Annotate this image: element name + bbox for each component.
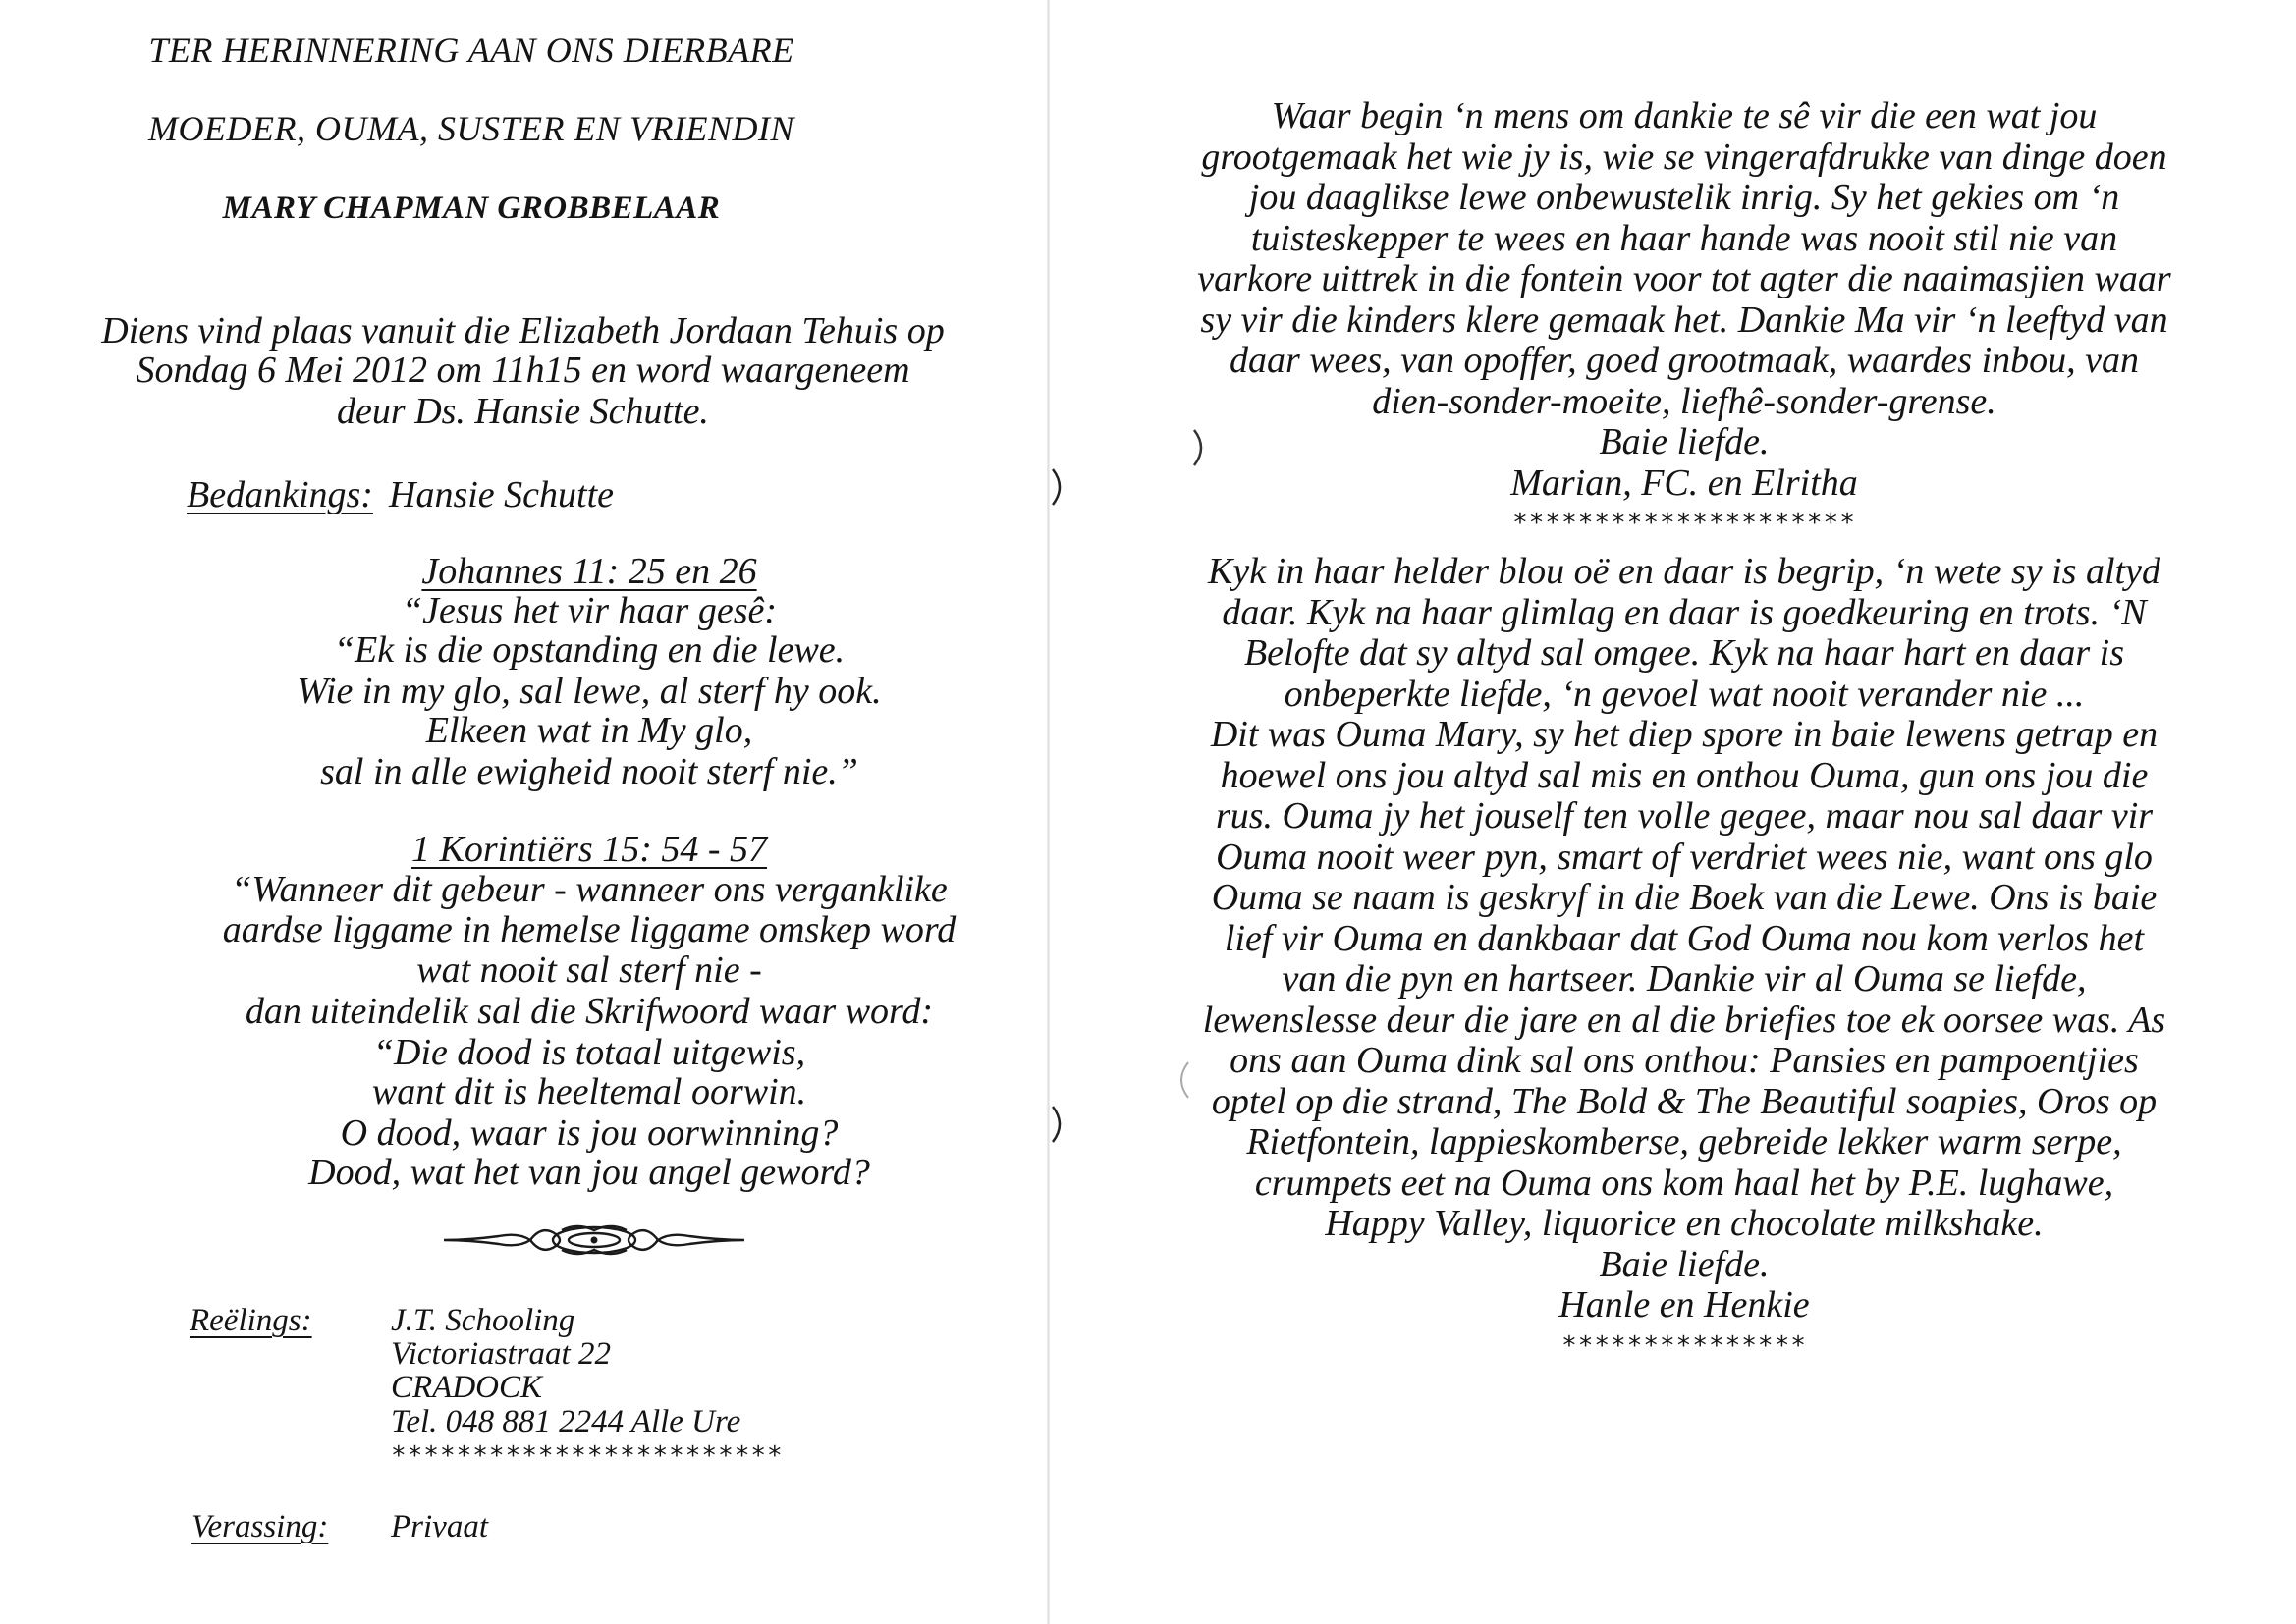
tribute-line: Kyk in haar helder blou oë en daar is begrip, ‘n wete sy is altyd	[1208, 551, 2160, 592]
scripture-line: aardse liggame in hemelse liggame omskep word	[222, 909, 957, 950]
tribute-line: Ouma nooit weer pyn, smart of verdriet wees nie, want ons glo	[1216, 836, 2153, 878]
tribute-line: daar wees, van opoffer, goed grootmaak, waardes inbou, van	[1230, 340, 2139, 381]
address-line: CRADOCK	[391, 1370, 543, 1405]
tribute-line: jou daaglikse lewe onbewustelik inrig. Sy het gekies om ‘n	[1248, 177, 2120, 218]
scripture-line: dan uiteindelik sal die Skrifwoord waar word:	[245, 991, 934, 1032]
scripture-line: Elkeen wat in My glo,	[425, 710, 753, 751]
tribute-line: lewenslesse deur die jare en al die briefies toe ek oorsee was. As	[1202, 999, 2166, 1041]
tribute-signature: Hanle en Henkie	[1558, 1284, 1810, 1326]
tribute-line: optel op die strand, The Bold & The Beautiful soapies, Oros op	[1211, 1080, 2158, 1122]
service-line: Diens vind plaas vanuit die Elizabeth Jordaan Tehuis op	[101, 310, 945, 352]
deceased-name: MARY CHAPMAN GROBBELAAR	[222, 190, 721, 226]
scripture-reference: 1 Korintiërs 15: 54 - 57	[410, 829, 768, 870]
tribute-line: daar. Kyk na haar glimlag en daar is goedkeuring en trots. ‘N	[1222, 591, 2147, 633]
scripture-line: “Die dood is totaal uitgewis,	[372, 1032, 806, 1073]
scripture-line: sal in alle ewigheid nooit sterf nie.”	[320, 751, 858, 792]
scripture-line: Wie in my glo, sal lewe, al sterf hy ook.	[297, 671, 882, 712]
scripture-line: “Wanneer dit gebeur - wanneer ons verganklike	[231, 869, 948, 910]
tribute-line: grootgemaak het wie jy is, wie se vingerafdrukke van dinge doen	[1201, 135, 2167, 178]
tribute-signature: Marian, FC. en Elritha	[1510, 461, 1858, 504]
tribute-line: sy vir die kinders klere gemaak het. Dankie Ma vir ‘n leeftyd van	[1200, 298, 2168, 341]
scroll-ornament-icon	[440, 1220, 748, 1260]
scripture-line: Dood, wat het van jou angel geword?	[308, 1152, 870, 1193]
tribute-line: Waar begin ‘n mens om dankie te sê vir die een wat jou	[1271, 95, 2098, 136]
page-fold	[1047, 0, 1050, 1624]
tribute-line: Happy Valley, liquorice en chocolate milkshake.	[1325, 1203, 2044, 1244]
heading-relations: MOEDER, OUMA, SUSTER EN VRIENDIN	[148, 109, 794, 148]
address-line: Tel. 048 881 2244 Alle Ure	[391, 1404, 741, 1439]
divider-stars: ***************	[1561, 1330, 1807, 1361]
scripture-line: O dood, waar is jou oorwinning?	[340, 1112, 839, 1154]
service-line: deur Ds. Hansie Schutte.	[337, 391, 709, 432]
tribute-grandchildren	[1178, 552, 2190, 1367]
tribute-line: Belofte dat sy altyd sal omgee. Kyk na haar hart en daar is	[1243, 632, 2125, 674]
tribute-line: Ouma se naam is geskryf in die Boek van die Lewe. Ons is baie	[1211, 877, 2158, 918]
tribute-line: dien-sonder-moeite, liefhê-sonder-grense.	[1372, 380, 1996, 422]
tribute-line: Dit was Ouma Mary, sy het diep spore in baie lewens getrap en	[1210, 714, 2159, 755]
left-page	[0, 0, 1046, 1624]
heading-remembrance: TER HERINNERING AAN ONS DIERBARE	[148, 30, 794, 70]
tribute-line: lief vir Ouma en dankbaar dat God Ouma nou kom verlos het	[1224, 917, 2145, 959]
tribute-line: hoewel ons jou altyd sal mis en onthou Ouma, gun ons jou die	[1220, 754, 2149, 796]
divider-stars: ************************	[391, 1441, 784, 1471]
tribute-line: onbeperkte liefde, ‘n gevoel wat nooit verander nie ...	[1284, 673, 2085, 715]
scripture-line: “Ek is die opstanding en die lewe.	[333, 629, 846, 671]
tribute-children	[1178, 96, 2190, 545]
cremation-label: Verassing:	[191, 1509, 329, 1544]
tribute-line: tuisteskepper te wees en haar hande was nooit stil nie van	[1250, 217, 2118, 259]
tribute-closing: Baie liefde.	[1599, 421, 1770, 462]
scripture-line: want dit is heeltemal oorwin.	[371, 1071, 807, 1112]
tribute-closing: Baie liefde.	[1599, 1243, 1770, 1285]
divider-stars: *********************	[1512, 509, 1856, 538]
address-line: Victoriastraat 22	[391, 1336, 611, 1372]
service-line: Sondag 6 Mei 2012 om 11h15 en word waargeneem	[136, 350, 910, 391]
scripture-line: “Jesus het vir haar gesê:	[401, 590, 778, 631]
tribute-line: crumpets eet na Ouma ons kom haal het by P.E. lughawe,	[1254, 1162, 2114, 1204]
arrangements-label: Reëlings:	[190, 1303, 312, 1338]
tribute-line: ons aan Ouma dink sal ons onthou: Pansies en pampoentjies	[1230, 1040, 2139, 1081]
cremation-value: Privaat	[391, 1509, 488, 1544]
address-line: J.T. Schooling	[391, 1303, 575, 1338]
thanks-label: Bedankings:	[187, 474, 373, 515]
tribute-line: Rietfontein, lappieskomberse, gebreide lekker warm serpe,	[1246, 1121, 2122, 1163]
scripture-reference: Johannes 11: 25 en 26	[421, 551, 757, 592]
tribute-line: van die pyn en hartseer. Dankie vir al Ouma se liefde,	[1282, 958, 2087, 1000]
tribute-line: rus. Ouma jy het jouself ten volle gegee, maar nou sal daar vir	[1215, 795, 2154, 837]
scripture-line: wat nooit sal sterf nie -	[416, 949, 762, 991]
tribute-line: varkore uittrek in die fontein voor tot agter die naaimasjien waar	[1197, 258, 2171, 299]
thanks-value: Hansie Schutte	[389, 474, 615, 515]
